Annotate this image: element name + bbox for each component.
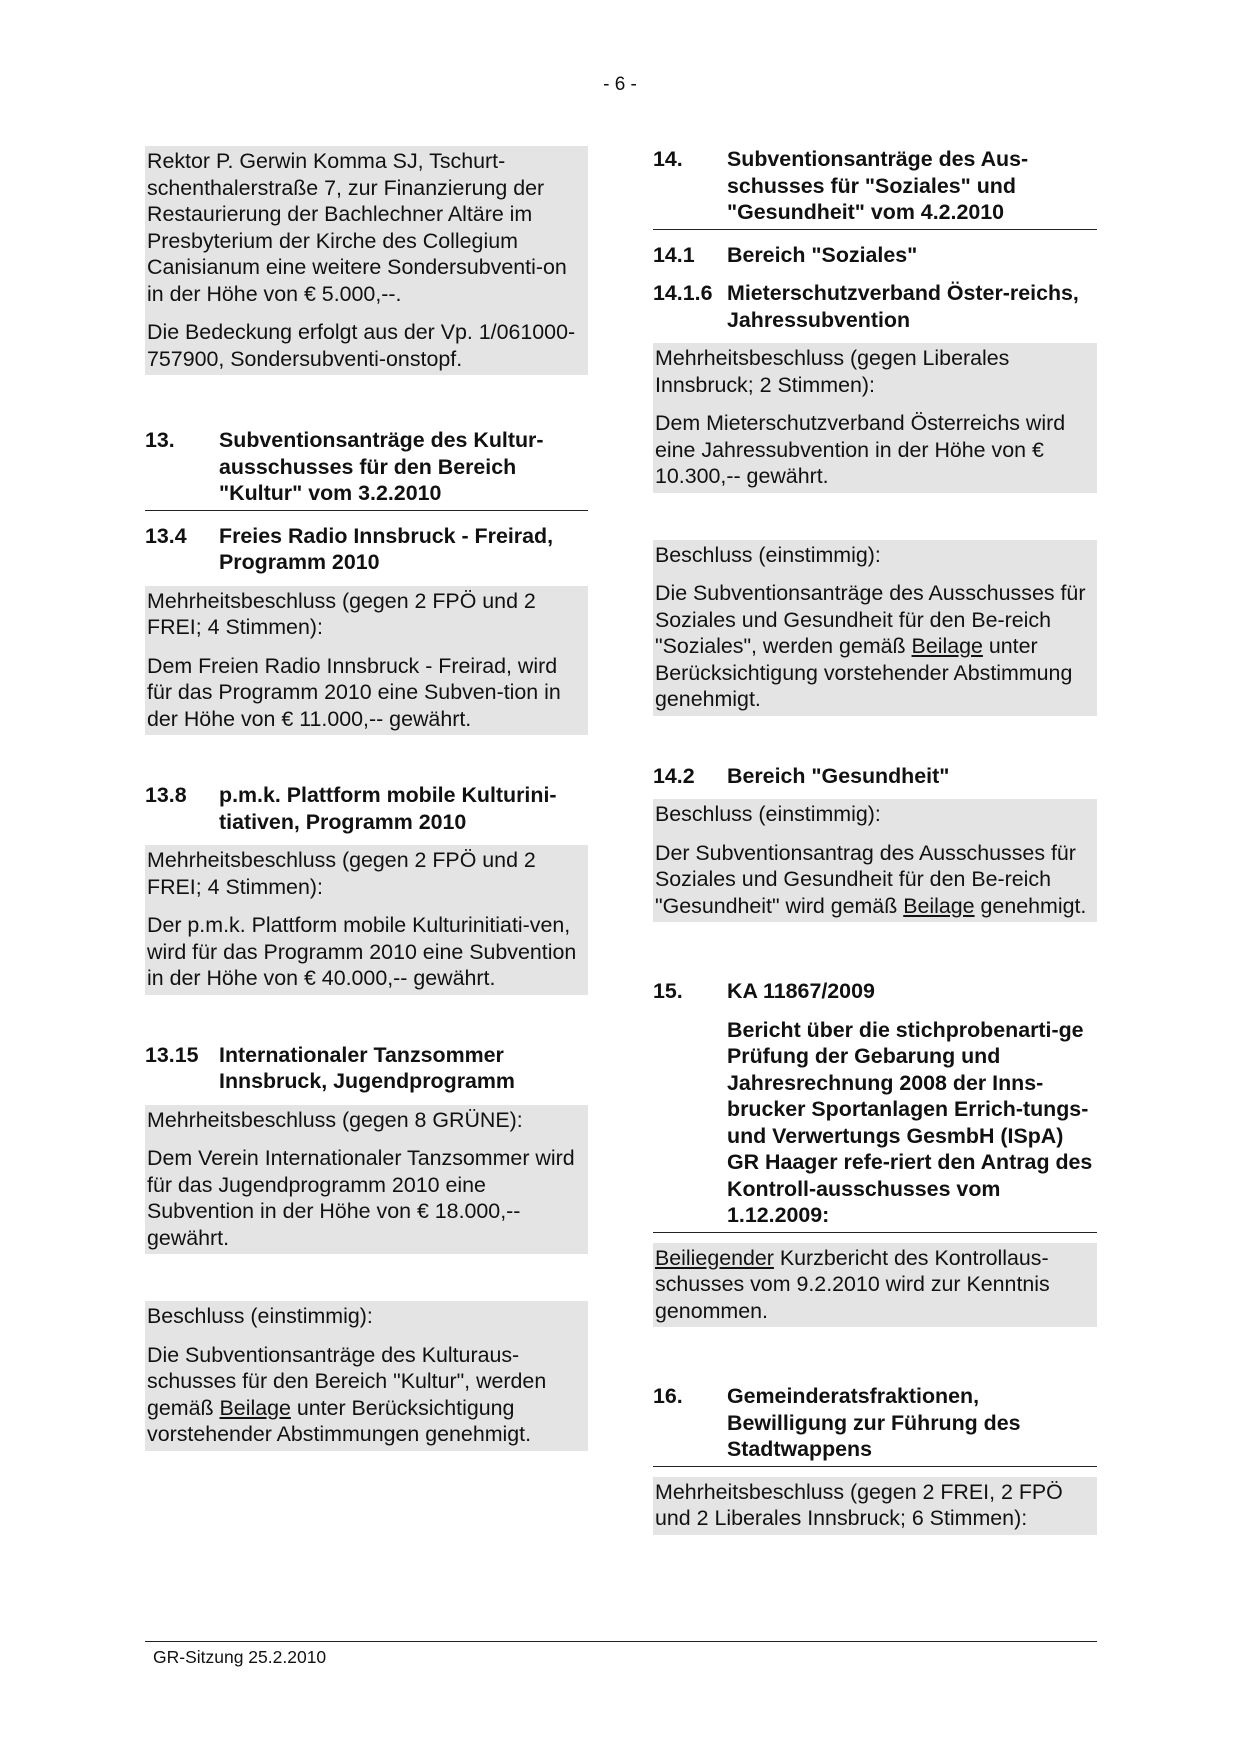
- section-number: 14.1.6: [653, 281, 713, 305]
- section-title: KA 11867/2009: [727, 979, 875, 1003]
- section-15-box: [653, 1243, 1097, 1328]
- section-title: Gemeinderatsfraktionen, Bewilligung zur Führung des Stadtwappens: [727, 1384, 1021, 1461]
- section-13-4-heading: [145, 523, 588, 576]
- section-title: p.m.k. Plattform mobile Kulturini-tiativen, Programm 2010: [219, 783, 557, 834]
- attachment-link: Beilage: [219, 1395, 291, 1420]
- section-number: 13.8: [145, 783, 187, 807]
- section-15-subheading: [653, 1017, 1097, 1233]
- vote-result: Mehrheitsbeschluss (gegen 2 FPÖ und 2 FREI; 4 Stimmen):: [147, 588, 536, 639]
- section-14-1-final-box: [653, 540, 1097, 716]
- attachment-link: Beilage: [903, 893, 975, 918]
- section-13-8-box: [145, 845, 588, 995]
- text-segment: unter Berücksichtigung vorstehender Abstimmungen genehmigt.: [147, 1395, 532, 1446]
- attachment-link: Beilage: [911, 634, 983, 658]
- attachment-link: Beiliegender: [655, 1245, 774, 1270]
- decision-text: [655, 1245, 1095, 1325]
- vote-result: Mehrheitsbeschluss (gegen 2 FREI, 2 FPÖ und 2 Liberales Innsbruck; 6 Stimmen):: [655, 1479, 1063, 1530]
- section-title: Freies Radio Innsbruck - Freirad, Programm 2010: [219, 523, 554, 574]
- vote-result: Beschluss (einstimmig):: [655, 802, 881, 826]
- page-footer: GR-Sitzung 25.2.2010: [145, 1641, 1097, 1668]
- section-14-2-box: [653, 799, 1097, 922]
- section-15-heading: [653, 978, 1097, 1005]
- coverage-paragraph: Die Bedeckung erfolgt aus der Vp. 1/061000-757900, Sondersubventi-onstopf.: [147, 320, 576, 371]
- section-title: Bereich "Gesundheit": [727, 763, 950, 788]
- section-number: 13.15: [145, 1042, 199, 1067]
- section-13-4-box: [145, 586, 588, 736]
- section-13-final-box: [145, 1301, 588, 1451]
- section-title: Internationaler Tanzsommer Innsbruck, Jugendprogramm: [219, 1042, 515, 1093]
- section-number: 16.: [653, 1384, 683, 1408]
- text-segment: Der Subventionsantrag des Ausschusses für Soziales und Gesundheit für den Be-reich "Gesundheit" wird gemäß: [655, 840, 1076, 918]
- vote-result: Beschluss (einstimmig):: [147, 1304, 373, 1328]
- decision-text: Dem Mieterschutzverband Österreichs wird eine Jahressubvention in der Höhe von € 10.300,-- gewährt.: [655, 411, 1066, 488]
- text-segment: unter Berücksichtigung vorstehender Abstimmung genehmigt.: [655, 634, 1073, 711]
- section-13-15-heading: [145, 1042, 588, 1095]
- text-segment: Die Subventionsanträge des Kulturaus-schusses für den Bereich "Kultur", werden gemäß: [147, 1342, 547, 1420]
- section-number: 14.1: [653, 242, 695, 267]
- section-14-2-heading: [653, 763, 1097, 790]
- section-13-heading: [145, 427, 588, 511]
- section-number: 13.: [145, 428, 175, 452]
- section-title: Bereich "Soziales": [727, 242, 918, 267]
- section-14-1-6-box: [653, 343, 1097, 493]
- section-title: Subventionsanträge des Aus-schusses für "Soziales" und "Gesundheit" vom 4.2.2010: [727, 147, 1029, 224]
- vote-result: Beschluss (einstimmig):: [655, 542, 881, 567]
- vote-result: Mehrheitsbeschluss (gegen 2 FPÖ und 2 FREI; 4 Stimmen):: [147, 848, 536, 899]
- section-number: 15.: [653, 979, 683, 1003]
- section-13-15-box: [145, 1105, 588, 1255]
- section-16-heading: [653, 1383, 1097, 1467]
- decision-text: Dem Verein Internationaler Tanzsommer wird für das Jugendprogramm 2010 eine Subvention in der Höhe von € 18.000,-- gewährt.: [147, 1146, 575, 1250]
- right-column: [653, 146, 1097, 1535]
- section-14-1-heading: [653, 242, 1097, 269]
- text-segment: genehmigt.: [974, 893, 1087, 918]
- vote-result: Mehrheitsbeschluss (gegen Liberales Innsbruck; 2 Stimmen):: [655, 346, 1010, 397]
- intro-paragraph: Rektor P. Gerwin Komma SJ, Tschurt-schenthalerstraße 7, zur Finanzierung der Restaurierung der Bachlechner Altäre im Presbyterium der Kirche des Collegium Canisianum eine weitere Sondersubventi-on in der Höhe von € 5.000,--.: [147, 149, 567, 306]
- decision-text: Der p.m.k. Plattform mobile Kulturinitiati-ven, wird für das Programm 2010 eine Subvention in der Höhe von € 40.000,-- gewährt.: [147, 913, 577, 990]
- section-number: 14.2: [653, 763, 695, 788]
- section-number: 13.4: [145, 523, 187, 548]
- section-14-heading: [653, 146, 1097, 230]
- text-segment: Die Subventionsanträge des Ausschusses für Soziales und Gesundheit für den Be-reich "Soziales", werden gemäß: [655, 581, 1086, 658]
- decision-text: [655, 840, 1095, 920]
- section-14-1-6-heading: [653, 280, 1097, 333]
- vote-result: Mehrheitsbeschluss (gegen 8 GRÜNE):: [147, 1107, 523, 1132]
- section-subtitle: Bericht über die stichprobenarti-ge Prüfung der Gebarung und Jahresrechnung 2008 der Inns-brucker Sportanlagen Errich-tungs- und Verwertungs GesmbH (ISpA) GR Haager refe-riert den Antrag des Kontroll-ausschusses vom 1.12.2009:: [727, 1017, 1093, 1227]
- decision-text: [655, 580, 1095, 713]
- section-title: Mieterschutzverband Öster-reichs, Jahressubvention: [727, 281, 1079, 332]
- page-number: - 6 -: [603, 74, 637, 95]
- section-number: 14.: [653, 147, 683, 171]
- text-segment: Kurzbericht des Kontrollaus-schusses vom 9.2.2010 wird zur Kenntnis genommen.: [655, 1245, 1050, 1323]
- section-13-8-heading: [145, 782, 588, 835]
- section-title: Subventionsanträge des Kultur-ausschusses für den Bereich "Kultur" vom 3.2.2010: [219, 428, 544, 505]
- section-16-box: [653, 1477, 1097, 1535]
- decision-text: Dem Freien Radio Innsbruck - Freirad, wird für das Programm 2010 eine Subven-tion in der Höhe von € 11.000,-- gewährt.: [147, 653, 561, 731]
- decision-text: [147, 1342, 586, 1448]
- left-column: [145, 146, 588, 1451]
- intro-box: [145, 146, 588, 375]
